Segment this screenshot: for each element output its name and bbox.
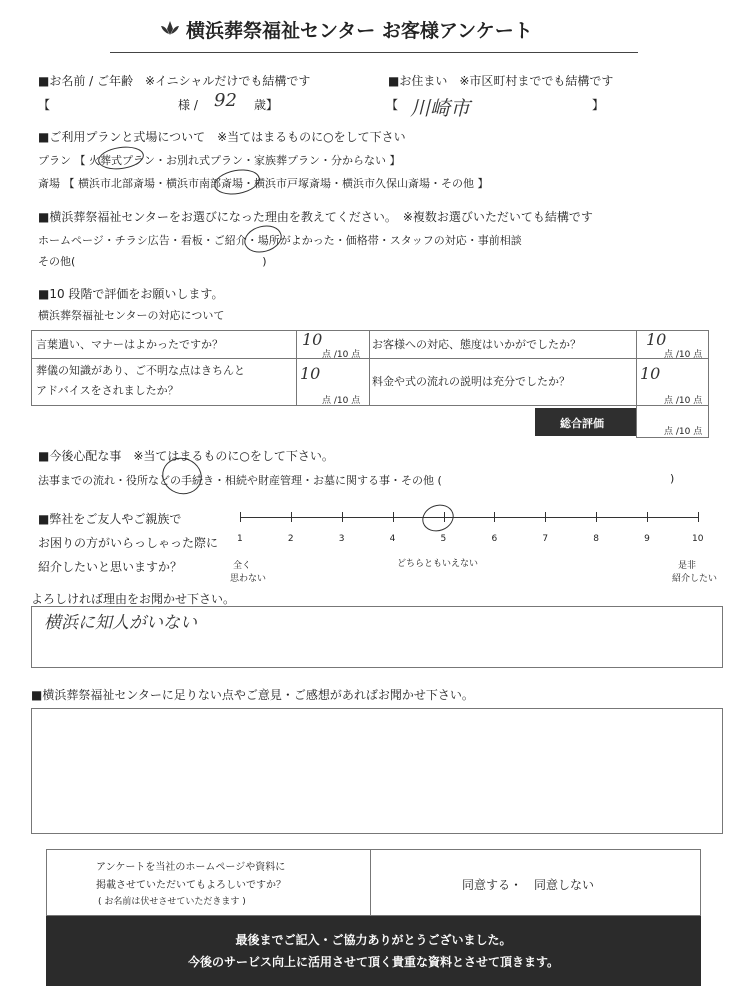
recommend-line-3: 紹介したいと思いますか？ [38,560,183,574]
reason-options: ホームページ・チラシ広告・看板・ご紹介・場所がよかった・価格帯・スタッフの対応・事前相談 [38,234,522,247]
feedback-field[interactable] [31,708,723,834]
scale-tick [291,512,292,522]
score-knowledge: 10 [300,364,321,383]
name-label: ■お名前 / ご年齢 ※イニシャルだけでも結構です [38,74,311,88]
consent-line-2: 掲載させていただいてもよろしいですか？ [96,880,286,891]
score-explanation: 10 [640,364,661,383]
scale-number[interactable]: 9 [644,534,650,544]
reason-free-label: よろしければ理由をお聞かせ下さい。 [31,592,236,606]
unit-attitude: 点 /10 点 [664,350,703,360]
scale-number[interactable]: 6 [491,534,498,544]
scale-tick [342,512,343,522]
rating-col-2 [369,330,370,406]
scale-number[interactable]: 5 [440,534,447,544]
worry-options: 法事までの流れ・役所などの手続き・相続や財産管理・お墓に関する事・その他 ( [38,474,442,487]
scale-selection-circle [419,500,458,535]
name-sama: 様 / [178,98,198,112]
question-manners: 言葉遣い、マナーはよかったですか？ [36,338,223,351]
footer-line-1: 最後までご記入・ご協力ありがとうございました。 [235,933,512,947]
consent-divider [370,849,371,916]
plan-options: プラン 【 火葬式プラン・お別れ式プラン・家族葬プラン・分からない 】 [38,154,401,167]
age-value: 92 [214,90,237,111]
name-bracket-open: 【 [38,98,51,112]
age-sai: 歳】 [254,98,279,112]
plan-label: ■ご利用プランと式場について ※当てはまるものに○をして下さい [38,130,406,144]
reason-selection-circle [241,222,284,257]
rating-sub-label: 横浜葬祭福祉センターの対応について [38,309,225,322]
footer-line-2: 今後のサービス向上に活用させて頂く貴重な資料とさせて頂きます。 [187,955,560,969]
scale-high-label-2: 紹介したい [672,574,718,584]
unit-manners: 点 /10 点 [322,350,361,360]
scale-tick [494,512,495,522]
scale-tick [393,512,394,522]
consent-options[interactable]: 同意する・ 同意しない [462,878,595,892]
venue-options: 斎場 【 横浜市北部斎場・横浜市南部斎場・横浜市戸塚斎場・横浜市久保山斎場・その他 】 [38,177,489,190]
total-label: 総合評価 [560,417,604,430]
address-bracket-close: 】 [592,98,605,112]
worry-close: ) [670,472,675,485]
reason-label: ■横浜葬祭福祉センターをお選びになった理由を教えてください。 ※複数お選びいただいても結構です [38,210,593,224]
scale-tick [596,512,597,522]
scale-tick [647,512,648,522]
question-knowledge-1: 葬儀の知識があり、ご不明な点はきちんと [36,364,245,377]
scale-low-label-2: 思わない [230,574,267,584]
scale-number[interactable]: 4 [389,534,396,544]
unit-explanation: 点 /10 点 [664,396,703,406]
scale-number[interactable]: 10 [692,534,704,544]
recommend-line-1: ■弊社をご友人やご親族で [38,512,182,526]
scale-tick [698,512,699,522]
consent-line-1: アンケートを当社のホームページや資料に [96,862,286,873]
rating-label: ■10 段階で評価をお願いします。 [38,287,224,301]
unit-knowledge: 点 /10 点 [322,396,361,406]
score-attitude: 10 [646,330,667,349]
scale-low-label-1: 全く [233,561,252,571]
question-knowledge-2: アドバイスをされましたか？ [36,384,179,397]
scale-tick [545,512,546,522]
score-manners: 10 [302,330,323,349]
recommend-line-2: お困りの方がいらっしゃった際に [38,536,219,550]
rating-col-3 [636,330,637,406]
scale-number[interactable]: 1 [237,534,243,544]
scale-mid-label: どちらともいえない [397,559,479,569]
address-bracket-open: 【 [386,98,399,112]
scale-high-label-1: 是非 [678,561,697,571]
address-value: 川崎市 [410,96,470,120]
scale-tick [240,512,241,522]
worry-label: ■今後心配な事 ※当てはまるものに○をして下さい。 [38,449,334,463]
footer-banner [46,916,701,986]
scale-number[interactable]: 2 [287,534,294,544]
question-explanation: 料金や式の流れの説明は充分でしたか？ [372,375,570,388]
rating-col-1 [296,330,297,406]
total-unit: 点 /10 点 [664,427,703,437]
feedback-label: ■横浜葬祭福祉センターに足りない点やご意見・ご感想があればお聞かせ下さい。 [31,688,474,702]
scale-number[interactable]: 7 [542,534,549,544]
question-attitude: お客様への対応、態度はいかがでしたか？ [372,338,581,351]
reason-free-value: 横浜に知人がいない [44,613,197,633]
address-label: ■お住まい ※市区町村まででも結構です [388,74,614,88]
consent-line-3: ( お名前は伏せさせていただきます ) [98,897,246,907]
logo-icon [160,20,180,36]
scale-number[interactable]: 8 [593,534,599,544]
title-underline [110,52,638,53]
venue-selection-circle [212,166,261,198]
rating-row-divider [31,358,709,359]
scale-line [240,517,698,518]
scale-number[interactable]: 3 [338,534,345,544]
reason-other: その他( ) [38,255,267,268]
page-title: 横浜葬祭福祉センター お客様アンケート [186,20,533,42]
